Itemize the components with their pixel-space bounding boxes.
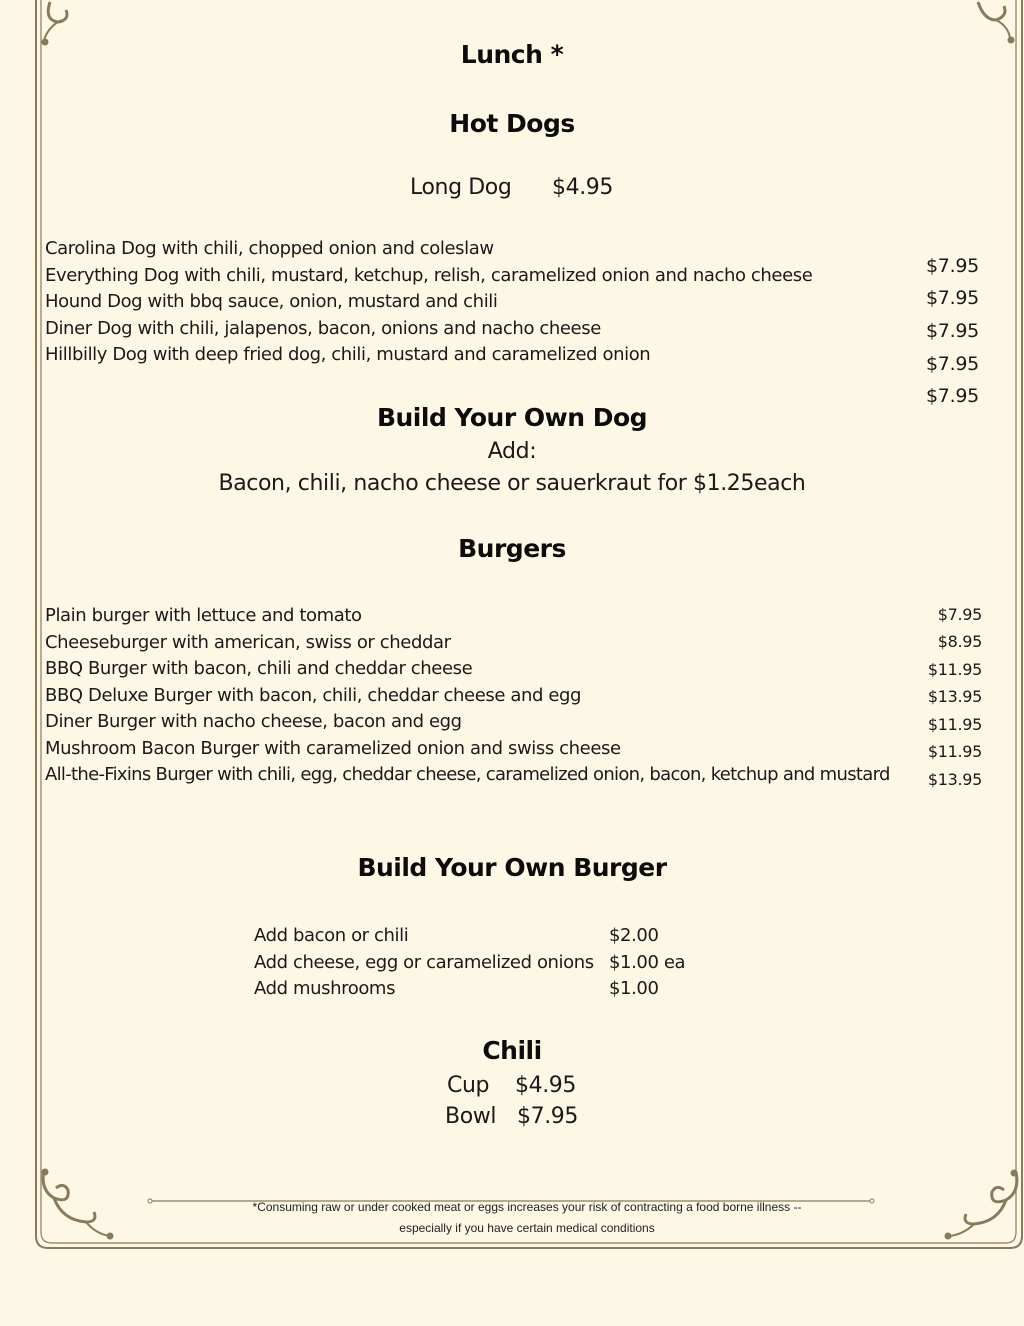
list-item: Add bacon or chili: [254, 925, 409, 946]
disclaimer-line-1: *Consuming raw or under cooked meat or eggs increases your risk of contracting a food borne illness --: [252, 1200, 802, 1214]
list-item: Mushroom Bacon Burger with caramelized onion and swiss cheese: [45, 737, 621, 759]
list-item: Everything Dog with chili, mustard, ketchup, relish, caramelized onion and nacho cheese: [45, 264, 813, 286]
list-item: Carolina Dog with chili, chopped onion and coleslaw: [45, 238, 494, 259]
build-dog-add-label: Add:: [487, 439, 537, 464]
list-item: Diner Dog with chili, jalapenos, bacon, onions and nacho cheese: [45, 317, 601, 339]
burger-price: $7.95: [937, 605, 982, 624]
list-item: BBQ Burger with bacon, chili and cheddar cheese: [45, 658, 473, 679]
hot-dog-price: $7.95: [926, 385, 979, 407]
menu-title: Lunch *: [460, 40, 564, 69]
long-dog-price: $4.95: [552, 175, 613, 200]
burger-price: $11.95: [927, 742, 982, 761]
list-item: Hound Dog with bbq sauce, onion, mustard and chili: [45, 291, 498, 312]
list-item: Cheeseburger with american, swiss or cheddar: [45, 631, 451, 653]
build-burger-prices: [609, 923, 685, 1003]
list-item: Add cheese, egg or caramelized onions: [254, 951, 594, 973]
build-dog-heading: Build Your Own Dog: [376, 403, 648, 432]
list-item: Hillbilly Dog with deep fried dog, chili, mustard and caramelized onion: [45, 344, 651, 365]
addon-price: $1.00 ea: [609, 951, 686, 973]
addon-price: $1.00: [609, 978, 659, 999]
hot-dog-price: $7.95: [926, 255, 979, 277]
burger-price: $11.95: [927, 660, 982, 679]
build-burger-list: [254, 923, 594, 1003]
long-dog-name: Long Dog: [410, 175, 512, 200]
build-dog-options: Bacon, chili, nacho cheese or sauerkraut for $1.25each: [218, 471, 806, 496]
hot-dogs-heading: Hot Dogs: [449, 109, 575, 138]
build-burger-heading: Build Your Own Burger: [357, 853, 667, 882]
addon-price: $2.00: [609, 925, 659, 946]
chili-cup-name: Cup: [447, 1073, 490, 1098]
hot-dog-price: $7.95: [926, 320, 979, 342]
hot-dog-price: $7.95: [926, 287, 979, 309]
chili-bowl-price: $7.95: [517, 1104, 578, 1129]
disclaimer-line-2: especially if you have certain medical conditions: [399, 1221, 655, 1235]
burger-price: $13.95: [927, 687, 982, 706]
list-item: Add mushrooms: [254, 978, 396, 999]
burger-list: [45, 603, 890, 789]
list-item: Diner Burger with nacho cheese, bacon and egg: [45, 711, 462, 732]
list-item: All-the-Fixins Burger with chili, egg, cheddar cheese, caramelized onion, bacon, ketchup and mustard: [45, 764, 890, 785]
burger-price: $11.95: [927, 715, 982, 734]
hot-dog-list: [45, 236, 812, 369]
list-item: Plain burger with lettuce and tomato: [45, 605, 362, 626]
hot-dog-price: $7.95: [926, 353, 979, 375]
chili-cup-price: $4.95: [515, 1073, 576, 1098]
burgers-heading: Burgers: [458, 534, 566, 563]
chili-heading: Chili: [482, 1036, 542, 1065]
burger-price: $13.95: [927, 770, 982, 789]
list-item: BBQ Deluxe Burger with bacon, chili, cheddar cheese and egg: [45, 684, 582, 706]
chili-bowl-name: Bowl: [445, 1104, 497, 1129]
burger-price: $8.95: [937, 632, 982, 651]
